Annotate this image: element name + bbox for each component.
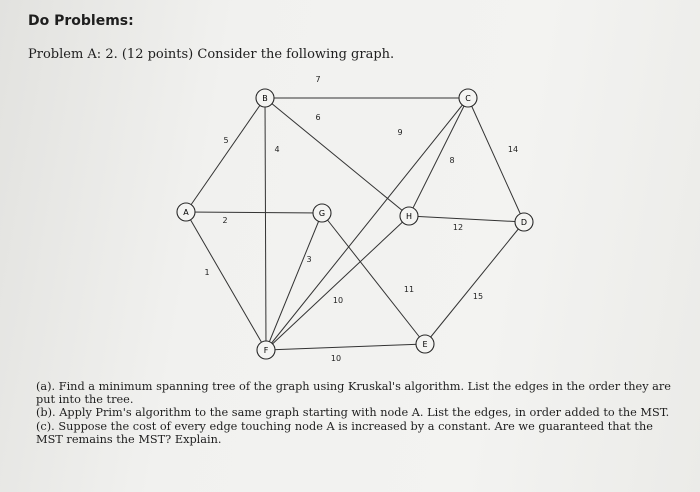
node-d bbox=[515, 213, 533, 231]
node-c bbox=[459, 89, 477, 107]
problem-statement: Problem A: 2. (12 points) Consider the following graph. bbox=[28, 47, 395, 62]
edge-f-e bbox=[266, 344, 425, 350]
edge-a-b bbox=[186, 98, 265, 212]
node-label-a: A bbox=[183, 208, 189, 217]
edge-c-d bbox=[468, 98, 524, 222]
edge-weight-a-g: 2 bbox=[222, 216, 228, 225]
node-g bbox=[313, 204, 331, 222]
edge-weight-g-f: 3 bbox=[306, 255, 312, 264]
edge-weight-b-c: 7 bbox=[315, 75, 321, 84]
edge-d-e bbox=[425, 222, 524, 344]
edge-weight-b-h: 6 bbox=[315, 113, 321, 122]
node-b bbox=[256, 89, 274, 107]
node-f bbox=[257, 341, 275, 359]
node-e bbox=[416, 335, 434, 353]
question-b: (b). Apply Prim's algorithm to the same graph starting with node A. List the edges, in order added to the MST. bbox=[36, 406, 670, 420]
node-a bbox=[177, 203, 195, 221]
edge-weight-h-d: 12 bbox=[452, 223, 464, 232]
node-label-h: H bbox=[405, 212, 413, 221]
questions-block bbox=[36, 380, 676, 446]
edge-weight-d-e: 15 bbox=[472, 292, 484, 301]
edge-c-h bbox=[409, 98, 468, 216]
edge-a-g bbox=[186, 212, 322, 213]
question-c: (c). Suppose the cost of every edge touching node A is increased by a constant. Are we guaranteed that the MST remains the MST? Explain. bbox=[36, 419, 653, 446]
edge-h-d bbox=[409, 216, 524, 222]
node-label-e: E bbox=[422, 340, 428, 349]
node-h bbox=[400, 207, 418, 225]
node-label-f: F bbox=[263, 346, 269, 355]
edge-b-f bbox=[265, 98, 266, 350]
question-a: (a). Find a minimum spanning tree of the graph using Kruskal's algorithm. List the edges in the order they are put into the tree. bbox=[36, 380, 671, 407]
edge-weight-g-e: 11 bbox=[403, 285, 415, 294]
edge-weight-b-f: 4 bbox=[274, 145, 280, 154]
node-label-c: C bbox=[465, 94, 471, 103]
edge-a-f bbox=[186, 212, 266, 350]
node-label-d: D bbox=[520, 218, 528, 227]
node-label-b: B bbox=[262, 94, 268, 103]
edge-c-f bbox=[266, 98, 468, 350]
edge-weight-f-e: 10 bbox=[330, 354, 342, 363]
edge-weight-h-f: 10 bbox=[332, 296, 344, 305]
edge-weight-c-d: 14 bbox=[507, 145, 519, 154]
edge-weight-c-h: 8 bbox=[449, 156, 455, 165]
edge-h-f bbox=[266, 216, 409, 350]
edge-weight-a-b: 5 bbox=[223, 136, 229, 145]
edge-weight-c-f: 9 bbox=[397, 128, 403, 137]
section-heading: Do Problems: bbox=[28, 13, 134, 29]
edge-g-f bbox=[266, 213, 322, 350]
edge-g-e bbox=[322, 213, 425, 344]
edge-weight-a-f: 1 bbox=[204, 268, 210, 277]
node-label-g: G bbox=[318, 209, 326, 218]
